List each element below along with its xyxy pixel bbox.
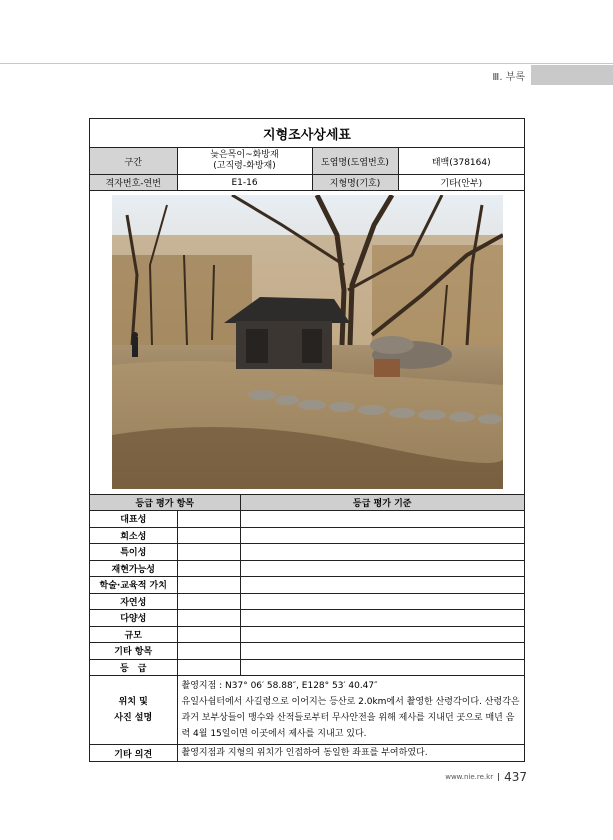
- eval-criteria-cell: [240, 643, 524, 660]
- eval-criteria-cell: [240, 593, 524, 610]
- location-label-cell: [90, 676, 177, 745]
- eval-item: 희소성: [90, 527, 177, 544]
- location-label-line1: 위치 및: [118, 697, 148, 707]
- photo-cell: [90, 191, 524, 495]
- footer-separator: [498, 773, 499, 781]
- eval-item: 기타 항목: [90, 643, 177, 660]
- eval-criteria-header: 등급 평가 기준: [240, 495, 524, 511]
- page-header: [492, 64, 613, 86]
- location-label-line2: 사진 설명: [114, 713, 153, 723]
- eval-grade: 등 급: [90, 659, 177, 676]
- landform-label-cell: 지형명(기호): [312, 175, 398, 191]
- eval-score-cell: [177, 544, 240, 561]
- eval-score-cell: [177, 577, 240, 594]
- eval-criteria-cell: [240, 610, 524, 627]
- grid-value-cell: E1-16: [177, 175, 312, 191]
- evaluation-table: [90, 495, 524, 676]
- eval-score-cell: [177, 593, 240, 610]
- photo-description: 유일사쉼터에서 사길령으로 이어지는 등산로 2.0km에서 촬영한 산령각이다. 산령각은 과거 보부상들이 맹수와 산적들로부터 무사안전을 위해 제사를 지내던 곳으로 매년 음력 4월 15일이면 이곳에서 제사를 지내고 있다.: [181, 697, 520, 739]
- eval-item: 자연성: [90, 593, 177, 610]
- section-value: 늦은목이~화방재 (고직령-화방재): [210, 150, 279, 171]
- location-table: [90, 676, 524, 761]
- section-value-cell: [177, 148, 312, 175]
- eval-score-cell: [177, 511, 240, 528]
- info-table: [90, 148, 524, 191]
- map-label-cell: 도엽명(도엽번호): [312, 148, 398, 175]
- other-label-cell: 기타 의견: [90, 745, 177, 762]
- header-tab: [531, 65, 613, 85]
- eval-criteria-cell: [240, 544, 524, 561]
- section-label: Ⅲ. 부록: [492, 71, 525, 83]
- eval-criteria-cell: [240, 511, 524, 528]
- eval-item: 재현가능성: [90, 560, 177, 577]
- sheet-title: 지형조사상세표: [90, 119, 524, 148]
- eval-score-cell: [177, 527, 240, 544]
- eval-score-cell: [177, 643, 240, 660]
- eval-item: 규모: [90, 626, 177, 643]
- eval-criteria-cell: [240, 527, 524, 544]
- map-value-cell: 태백(378164): [398, 148, 524, 175]
- eval-item: 특이성: [90, 544, 177, 561]
- eval-item: 학술·교육적 가치: [90, 577, 177, 594]
- landform-value-cell: 기타(안부): [398, 175, 524, 191]
- footer-url: www.nie.re.kr: [445, 773, 494, 781]
- eval-score-cell: [177, 610, 240, 627]
- eval-criteria-cell: [240, 659, 524, 676]
- eval-score-cell: [177, 560, 240, 577]
- eval-score-cell: [177, 626, 240, 643]
- location-desc-cell: [177, 676, 524, 745]
- page-number: 437: [504, 770, 527, 784]
- eval-item-header: 등급 평가 항목: [90, 495, 240, 511]
- site-photo: [112, 195, 503, 489]
- photo-coordinates: 촬영지점 : N37° 06′ 58.88″, E128° 53′ 40.47″: [181, 681, 378, 691]
- eval-criteria-cell: [240, 560, 524, 577]
- eval-criteria-cell: [240, 626, 524, 643]
- other-value-cell: 촬영지점과 지형의 위치가 인접하여 동일한 좌표를 부여하였다.: [177, 745, 524, 762]
- grid-label-cell: 격자번호-연번: [90, 175, 177, 191]
- eval-criteria-cell: [240, 577, 524, 594]
- eval-score-cell: [177, 659, 240, 676]
- survey-sheet: [89, 118, 525, 762]
- section-label-cell: 구간: [90, 148, 177, 175]
- eval-item: 다양성: [90, 610, 177, 627]
- page-footer: [445, 770, 527, 784]
- eval-item: 대표성: [90, 511, 177, 528]
